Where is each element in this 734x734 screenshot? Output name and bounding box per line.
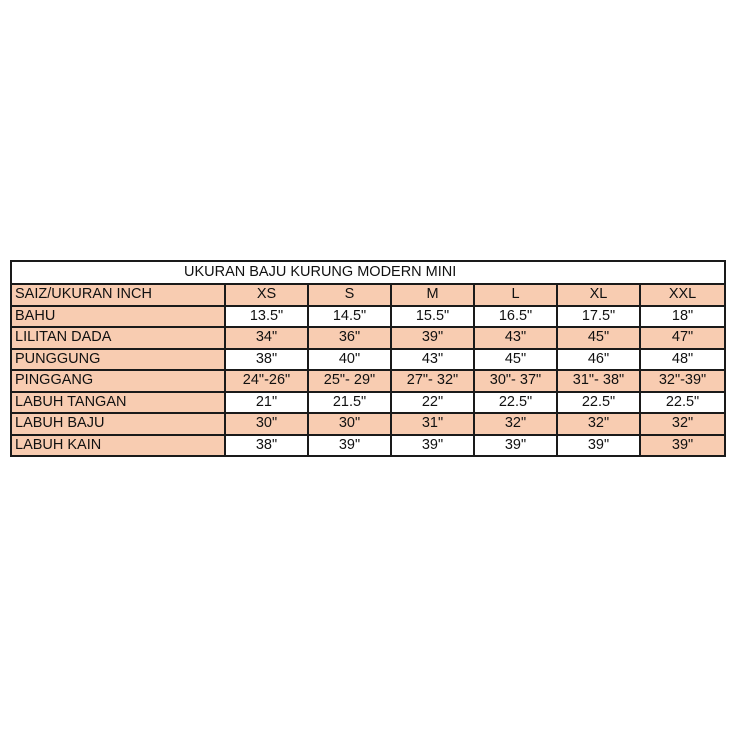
table-cell: 21.5" <box>308 392 391 414</box>
table-cell: 24"-26" <box>225 370 308 392</box>
table-row-bahu <box>11 306 725 328</box>
size-header-xs: XS <box>225 284 308 306</box>
table-row-pinggang <box>11 370 725 392</box>
table-cell: 21" <box>225 392 308 414</box>
table-row-labuh-baju <box>11 413 725 435</box>
table-row-labuh-tangan <box>11 392 725 414</box>
row-label: LABUH TANGAN <box>11 392 225 414</box>
table-cell: 45" <box>474 349 557 371</box>
table-cell: 32" <box>640 413 725 435</box>
title-row <box>11 261 725 284</box>
table-cell: 32"-39" <box>640 370 725 392</box>
size-header-xxl: XXL <box>640 284 725 306</box>
row-label: BAHU <box>11 306 225 328</box>
table-row-lilitan-dada <box>11 327 725 349</box>
header-label: SAIZ/UKURAN INCH <box>11 284 225 306</box>
row-label: PUNGGUNG <box>11 349 225 371</box>
size-header-s: S <box>308 284 391 306</box>
size-header-m: M <box>391 284 474 306</box>
table-cell: 31"- 38" <box>557 370 640 392</box>
table-cell: 43" <box>391 349 474 371</box>
size-header-l: L <box>474 284 557 306</box>
table-cell: 18" <box>640 306 725 328</box>
table-row-punggung <box>11 349 725 371</box>
table-cell: 22.5" <box>474 392 557 414</box>
table-cell: 25"- 29" <box>308 370 391 392</box>
table-cell: 38" <box>225 349 308 371</box>
size-header-xl: XL <box>557 284 640 306</box>
table-cell: 39" <box>391 435 474 457</box>
table-cell: 30" <box>225 413 308 435</box>
table-cell: 39" <box>557 435 640 457</box>
table-cell: 38" <box>225 435 308 457</box>
table-cell: 46" <box>557 349 640 371</box>
table-cell: 22.5" <box>640 392 725 414</box>
table-cell: 36" <box>308 327 391 349</box>
header-row <box>11 284 725 306</box>
row-label: LILITAN DADA <box>11 327 225 349</box>
row-label: LABUH BAJU <box>11 413 225 435</box>
table-cell: 27"- 32" <box>391 370 474 392</box>
table-cell: 14.5" <box>308 306 391 328</box>
table-cell: 39" <box>308 435 391 457</box>
row-label: PINGGANG <box>11 370 225 392</box>
table-cell: 16.5" <box>474 306 557 328</box>
table-cell: 13.5" <box>225 306 308 328</box>
table-cell: 39" <box>640 435 725 457</box>
table-cell: 39" <box>391 327 474 349</box>
table-cell: 30" <box>308 413 391 435</box>
table-cell: 17.5" <box>557 306 640 328</box>
table-cell: 48" <box>640 349 725 371</box>
table-cell: 47" <box>640 327 725 349</box>
table-cell: 31" <box>391 413 474 435</box>
row-label: LABUH KAIN <box>11 435 225 457</box>
table-cell: 34" <box>225 327 308 349</box>
table-title: UKURAN BAJU KURUNG MODERN MINI <box>11 261 725 284</box>
table-cell: 32" <box>474 413 557 435</box>
table-cell: 15.5" <box>391 306 474 328</box>
table-cell: 40" <box>308 349 391 371</box>
table-row-labuh-kain <box>11 435 725 457</box>
table-cell: 45" <box>557 327 640 349</box>
table-cell: 32" <box>557 413 640 435</box>
table-cell: 30"- 37" <box>474 370 557 392</box>
table-cell: 22" <box>391 392 474 414</box>
table-cell: 39" <box>474 435 557 457</box>
size-chart-table <box>10 260 726 457</box>
table-cell: 22.5" <box>557 392 640 414</box>
table-cell: 43" <box>474 327 557 349</box>
